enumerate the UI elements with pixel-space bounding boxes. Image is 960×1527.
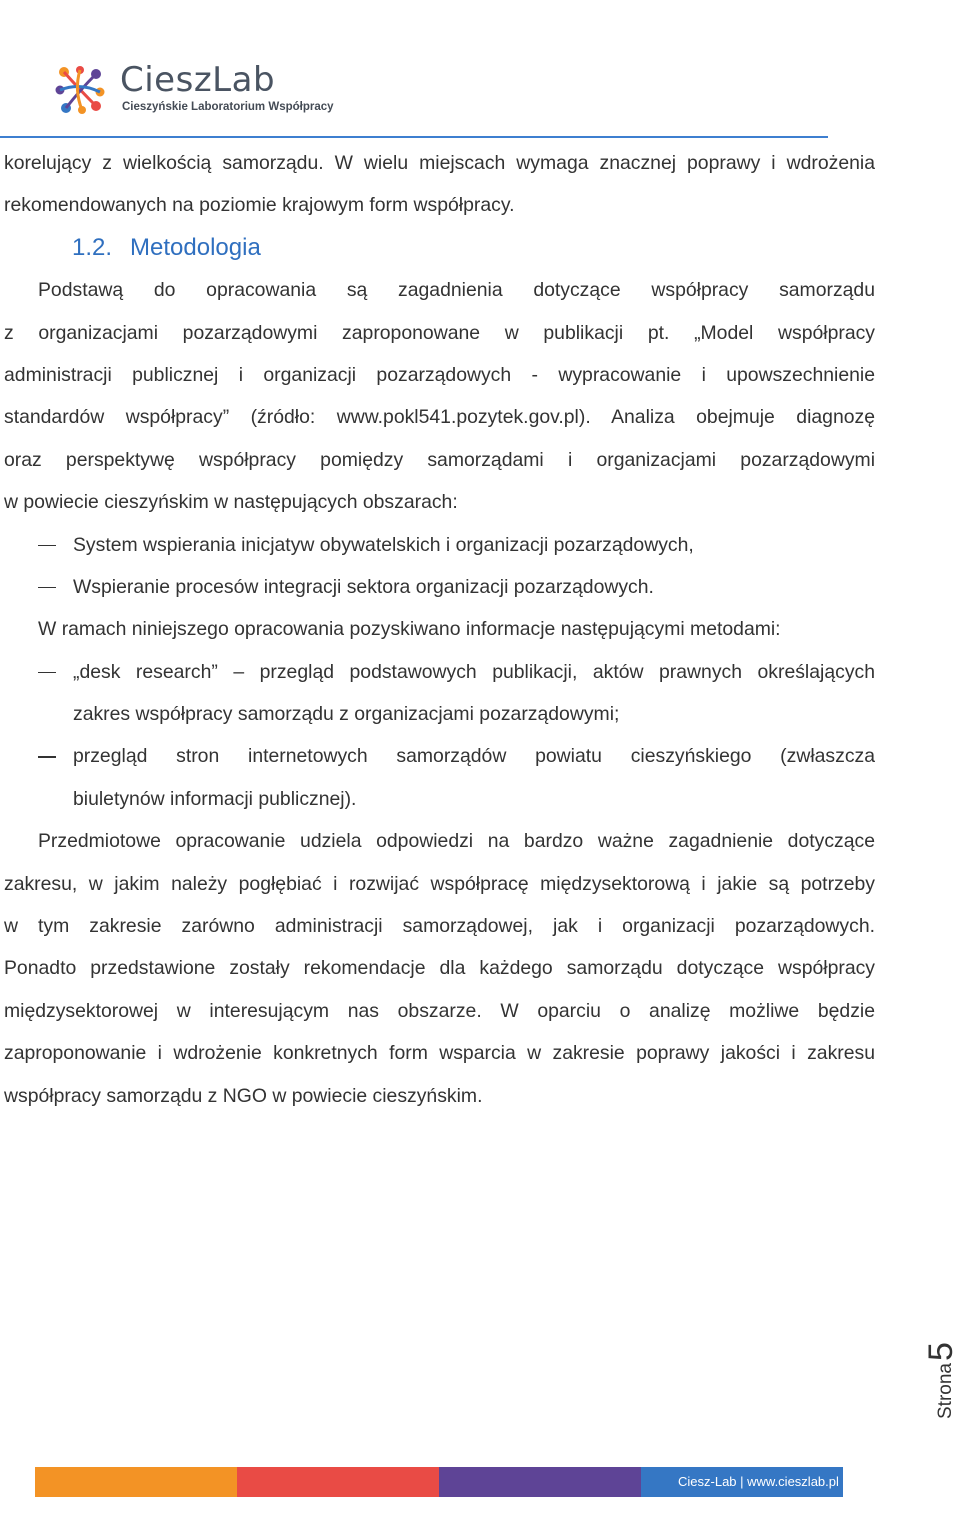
- paragraph-line: w tym zakresie zarówno administracji samorządowej, jak i organizacji pozarządowych.: [4, 915, 875, 938]
- paragraph-line: standardów współpracy” (źródło: www.pokl541.pozytek.gov.pl). Analiza obejmuje diagnozę: [4, 406, 875, 429]
- list-item: „desk research” – przegląd podstawowych publikacji, aktów prawnych określających: [4, 651, 875, 693]
- paragraph-line: W ramach niniejszego opracowania pozyskiwano informacje następującymi metodami:: [38, 618, 781, 641]
- paragraph-line: oraz perspektywę współpracy pomiędzy samorządami i organizacjami pozarządowymi: [4, 448, 875, 471]
- list-item-continuation: biuletynów informacji publicznej).: [73, 787, 357, 810]
- section-number: 1.2.: [72, 233, 113, 261]
- brand-subtitle: Cieszyńskie Laboratorium Współpracy: [122, 101, 334, 113]
- dash-bullet-icon: [38, 545, 56, 547]
- paragraph-line: współpracy samorządu z NGO w powiecie cieszyńskim.: [4, 1084, 483, 1107]
- paragraph-line: korelujący z wielkością samorządu. W wielu miejscach wymaga znacznej poprawy i wdrożenia: [4, 152, 875, 174]
- paragraph-line: Podstawą do opracowania są zagadnienia dotyczące współpracy samorządu: [38, 279, 875, 302]
- paragraph-line: w powiecie cieszyńskim w następujących obszarach:: [4, 491, 458, 514]
- paragraph-line: międzysektorowej w interesującym nas obszarze. W oparciu o analizę możliwe będzie: [4, 999, 875, 1022]
- brand-title: CieszLab: [120, 60, 276, 100]
- paragraph-line: zakresu, w jakim należy pogłębiać i rozwijać współpracę międzysektorową i jakie są potrzeby: [4, 872, 875, 895]
- list-item-continuation: zakres współpracy samorządu z organizacjami pozarządowymi;: [73, 703, 620, 726]
- footer-segment: [35, 1467, 237, 1497]
- footer-segment: [439, 1467, 641, 1497]
- paragraph-line: Ponadto przedstawione zostały rekomendacje dla każdego samorządu dotyczące współpracy: [4, 957, 875, 980]
- page-label: Strona: [935, 1363, 956, 1419]
- list-item: System wspierania inicjatyw obywatelskich i organizacji pozarządowych,: [4, 524, 875, 566]
- dash-bullet-icon: [38, 672, 56, 674]
- header: [52, 58, 352, 118]
- footer-text: Ciesz-Lab | www.cieszlab.pl: [678, 1474, 839, 1489]
- paragraph-line: Przedmiotowe opracowanie udziela odpowiedzi na bardzo ważne zagadnienie dotyczące: [38, 830, 875, 853]
- cieszlab-logo-icon: [52, 62, 108, 118]
- page-number-value: 5: [921, 1342, 960, 1361]
- dash-bullet-icon: [38, 756, 56, 758]
- list-item: Wspieranie procesów integracji sektora organizacji pozarządowych.: [4, 566, 875, 608]
- paragraph-line: z organizacjami pozarządowymi zaproponowane w publikacji pt. „Model współpracy: [4, 321, 875, 344]
- section-heading: [4, 227, 875, 269]
- list-item: przegląd stron internetowych samorządów powiatu cieszyńskiego (zwłaszcza: [4, 735, 875, 777]
- paragraph-line: rekomendowanych na poziomie krajowym form współpracy.: [4, 194, 515, 217]
- section-title: Metodologia: [130, 233, 261, 261]
- paragraph-line: zaproponowanie i wdrożenie konkretnych form wsparcia w zakresie poprawy jakości i zakresu: [4, 1042, 875, 1065]
- paragraph-line: administracji publicznej i organizacji pozarządowych - wypracowanie i upowszechnienie: [4, 363, 875, 386]
- page-number: [921, 1340, 960, 1422]
- dash-bullet-icon: [38, 587, 56, 589]
- footer-segment: [237, 1467, 439, 1497]
- document-body: [4, 142, 875, 1117]
- header-divider: [0, 136, 828, 138]
